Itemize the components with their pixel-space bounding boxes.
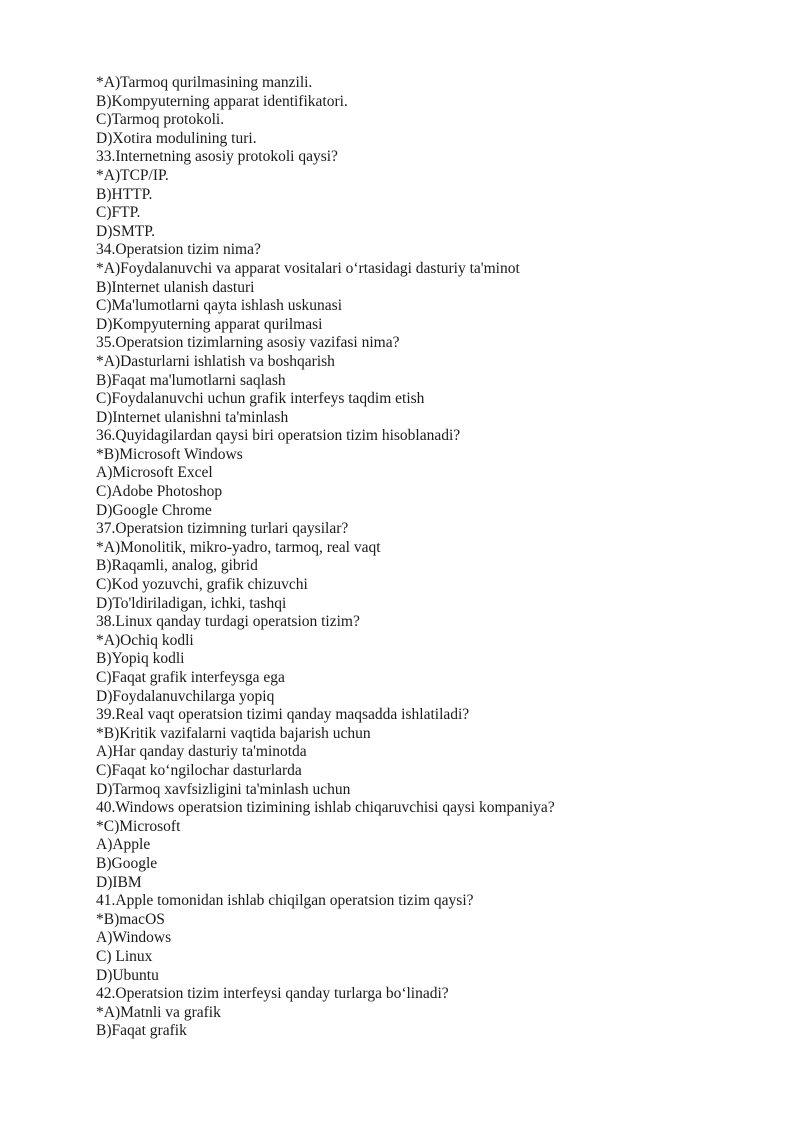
question-35: 35.Operatsion tizimlarning asosiy vazifasi nima? <box>96 334 400 352</box>
answer-option: C)Faqat grafik interfeysga ega <box>96 669 285 686</box>
answer-option: *A)Dasturlarni ishlatish va boshqarish <box>96 352 335 370</box>
answer-option: C)Ma'lumotlarni qayta ishlash uskunasi <box>96 297 343 315</box>
answer-option: *C)Microsoft <box>96 817 181 835</box>
answer-option: D)Tarmoq xavfsizligini ta'minlash uchun <box>96 780 351 798</box>
answer-option: D)Ubuntu <box>96 966 159 984</box>
answer-option: D)Foydalanuvchilarga yopiq <box>96 687 275 705</box>
answer-option: D)Kompyuterning apparat qurilmasi <box>96 315 323 333</box>
question-36: 36.Quyidagilardan qaysi biri operatsion tizim hisoblanadi? <box>96 427 461 445</box>
question-39: 39.Real vaqt operatsion tizimi qanday maqsadda ishlatiladi? <box>96 706 470 724</box>
question-37: 37.Operatsion tizimning turlari qaysilar? <box>96 520 349 538</box>
answer-option: *A)Ochiq kodli <box>96 631 194 649</box>
question-41: 41.Apple tomonidan ishlab chiqilgan operatsion tizim qaysi? <box>96 892 474 910</box>
answer-option: *A)Matnli va grafik <box>96 1003 221 1021</box>
answer-option: D)SMTP. <box>96 222 156 240</box>
question-33: 33.Internetning asosiy protokoli qaysi? <box>96 148 338 166</box>
answer-option: C)Kod yozuvchi, grafik chizuvchi <box>96 576 308 594</box>
answer-option: *B)Kritik vazifalarni vaqtida bajarish uchun <box>96 724 371 742</box>
answer-option: D)Google Chrome <box>96 501 212 519</box>
answer-option: *A)Tarmoq qurilmasining manzili. <box>96 74 313 91</box>
answer-option: C)Faqat ko‘ngilochar dasturlarda <box>96 761 302 779</box>
question-42: 42.Operatsion tizim interfeysi qanday turlarga bo‘linadi? <box>96 985 449 1003</box>
answer-option: B)Yopiq kodli <box>96 650 185 668</box>
question-34: 34.Operatsion tizim nima? <box>96 241 261 259</box>
answer-option: A)Apple <box>96 836 151 854</box>
answer-option: A)Windows <box>96 929 172 947</box>
question-40: 40.Windows operatsion tizimining ishlab chiqaruvchisi qaysi kompaniya? <box>96 799 555 817</box>
answer-option: B)Google <box>96 854 158 872</box>
answer-option: B)Faqat ma'lumotlarni saqlash <box>96 371 286 389</box>
answer-option: B)Kompyuterning apparat identifikatori. <box>96 92 348 110</box>
answer-option: C)FTP. <box>96 204 141 222</box>
answer-option: *B)Microsoft Windows <box>96 445 243 463</box>
answer-option: D)IBM <box>96 873 142 891</box>
question-38: 38.Linux qanday turdagi operatsion tizim? <box>96 613 360 631</box>
answer-option: B)Faqat grafik <box>96 1022 187 1040</box>
answer-option: *A)Monolitik, mikro-yadro, tarmoq, real vaqt <box>96 538 381 556</box>
answer-option: A)Har qanday dasturiy ta'minotda <box>96 743 307 761</box>
answer-option: C)Adobe Photoshop <box>96 483 223 501</box>
answer-option: B)HTTP. <box>96 185 153 203</box>
answer-option: C) Linux <box>96 947 153 965</box>
answer-option: D)To'ldiriladigan, ichki, tashqi <box>96 594 287 612</box>
document-page <box>96 74 776 1041</box>
answer-option: D)Internet ulanishni ta'minlash <box>96 408 289 426</box>
answer-option: *B)macOS <box>96 910 165 928</box>
answer-option: *A)Foydalanuvchi va apparat vositalari o‘rtasidagi dasturiy ta'minot <box>96 259 520 277</box>
answer-option: B)Internet ulanish dasturi <box>96 278 255 296</box>
answer-option: D)Xotira modulining turi. <box>96 129 257 147</box>
answer-option: B)Raqamli, analog, gibrid <box>96 557 258 575</box>
answer-option: C)Tarmoq protokoli. <box>96 111 225 129</box>
answer-option: C)Foydalanuvchi uchun grafik interfeys taqdim etish <box>96 390 425 408</box>
answer-option: A)Microsoft Excel <box>96 464 213 482</box>
answer-option: *A)TCP/IP. <box>96 166 169 184</box>
